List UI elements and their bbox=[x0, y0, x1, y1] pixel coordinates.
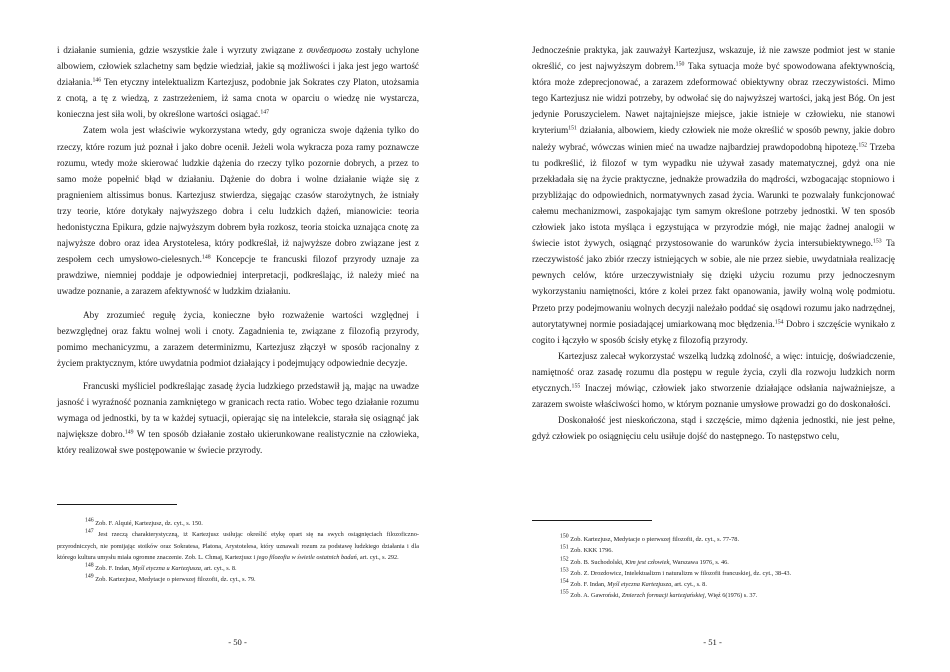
footnote-ref: 147 bbox=[260, 109, 270, 116]
footnote-ref: 150 bbox=[560, 533, 569, 540]
right-paragraph-3 bbox=[532, 412, 895, 444]
page-number-right: - 51 - bbox=[703, 637, 722, 647]
left-paragraph-4 bbox=[57, 378, 419, 458]
italic-text: Zmierzch formacji kartezjańskiej bbox=[621, 592, 705, 600]
footnote-ref: 146 bbox=[85, 517, 94, 524]
footnote-ref: 153 bbox=[872, 238, 882, 245]
text-run: , art. cyt., s. 8. bbox=[671, 581, 707, 589]
footnote-150 bbox=[532, 534, 895, 545]
italic-text: Myśl etyczna Kartezjusza bbox=[607, 581, 672, 589]
footnote-ref: 147 bbox=[85, 528, 94, 535]
text-run: Francuski myśliciel podkreślając zasadę życia ludzkiego przedstawił ją, mając na uwadze jasność i wyraźność poznania zamkniętego w granicach recta ratio. Wobec tego działanie rozumu wymaga od jednostki, by ta w każdej sytuacji, opierając się na intelekcie, starała się osiągnąć jak największe dobro. bbox=[57, 380, 419, 440]
footnote-155 bbox=[532, 590, 895, 601]
footnote-ref: 153 bbox=[560, 567, 569, 574]
footnote-ref: 150 bbox=[675, 61, 685, 68]
footnote-ref: 151 bbox=[568, 125, 577, 132]
text-run: , Więź 6(1976) s. 37. bbox=[704, 592, 758, 600]
footnote-ref: 155 bbox=[560, 589, 569, 596]
footnote-ref: 155 bbox=[571, 383, 581, 390]
text-run: Zob. B. Suchodolski, bbox=[568, 558, 626, 566]
footnote-154 bbox=[532, 579, 895, 590]
text-run: Jednocześnie praktyka, jak zauważył Kartezjusz, wskazuje, iż nie zawsze podmiot jest w stanie określić, co jest najwyższym dobrem. bbox=[532, 45, 895, 72]
text-run: Zob. Kartezjusz, Medytacje o pierwszej filozofii, dz. cyt., s. 77-78. bbox=[568, 536, 740, 543]
left-paragraph-2 bbox=[57, 122, 419, 299]
footnote-ref: 148 bbox=[201, 254, 211, 261]
right-body-text bbox=[532, 42, 895, 444]
footnote-ref: 148 bbox=[85, 562, 94, 569]
right-paragraph-1 bbox=[532, 42, 895, 348]
text-run: Zob. Z. Drozdowicz, Intelektualizm i naturalizm w filozofii francuskiej, dz. cyt., 38-43. bbox=[568, 569, 792, 577]
footnote-153 bbox=[532, 568, 895, 579]
text-run: Taka sytuacja może być spowodowana afektywnością, która może zdeprecjonować, a zarazem zdeformować obiektywny obraz rzeczywistości. Mimo tego Kartezjusz nie widzi potrzeby, by odwołać się do najwyższej wartości, jaką jest Bóg. On jest jedynie Poruszycielem. Nawet najtajniejsze miejsce, jakie istnieje w człowieku, nie stanowi kryterium bbox=[532, 61, 895, 136]
text-run: , Warszawa 1976, s. 46. bbox=[669, 558, 729, 566]
italic-text: συνδεσμοσω bbox=[306, 45, 352, 55]
text-run: Zob. F. Indan, bbox=[93, 565, 133, 573]
left-footnotes bbox=[57, 504, 419, 586]
text-run: Zob. Kartezjusz, Medytacje o pierwszej filozofii, dz. cyt., s. 79. bbox=[93, 576, 256, 584]
right-paragraph-2 bbox=[532, 348, 895, 412]
text-run: Zob. F. Indan, bbox=[568, 581, 608, 589]
right-page bbox=[475, 0, 950, 672]
footnote-ref: 149 bbox=[85, 573, 94, 580]
footnote-ref: 152 bbox=[560, 556, 569, 563]
text-run: Inaczej mówiąc, człowiek jako stworzenie działające odsłania najważniejsze, a zarazem swoiste właściwości homo, w którym poznanie umysłowe prowadzi go do doskonałości. bbox=[532, 382, 895, 410]
footnote-151 bbox=[532, 545, 895, 556]
footnote-149 bbox=[57, 574, 419, 585]
text-run: Dobro i szczęście wynikało z cogito i łączyło w sposób ścisły etykę z filozofią przyrody. bbox=[532, 318, 895, 345]
text-run: Ten etyczny intelektualizm Kartezjusz, podobnie jak Sokrates czy Platon, utożsamia z cnotą, a tę z wiedzą, z zastrzeżeniem, iż sama cnota w oparciu o wiedzę nie wystarcza, konieczna jest siła woli, by określone wartości osiągać. bbox=[57, 77, 419, 120]
footnote-rule bbox=[57, 504, 177, 505]
text-run: Zatem wola jest właściwie wykorzystana wtedy, gdy ogranicza swoje dążenia tylko do rzeczy, które rozum już poznał i jako dobre ocenił. Jeżeli wola wykracza poza ramy poznawcze rozumu, wtedy może skierować ludzkie dążenia do rzeczy tylko pozornie dobrych, a przez to samo może popełnić błąd w działaniu. Dążenie do dobra i wolne działanie wiąże się z pragnieniem altissimus bonus. Kartezjusz stwierdza, sięgając czasów starożytnych, że istniały trzy teorie, które dotykały najwyższego dobra i celu ludzkich dążeń, mianowicie: teoria hedonistyczna Epikura, gdzie najwyższym dobrem była rozkosz, teoria stoicka uznająca cnotę za najwyższe dobro oraz idea Arystotelesa, który podkreślał, iż najwyższe dobro związane jest z zespołem cech umysłowo-cielesnych. bbox=[57, 125, 419, 265]
text-run: Kartezjusz zalecał wykorzystać wszelką ludzką zdolność, a więc: intuicję, doświadczenie, namiętność oraz zasadę rozumu dla postępu w regule życia, czyli dla rozwoju ludzkich norm etycznych. bbox=[532, 350, 895, 393]
text-run: zostały uchylone albowiem, człowiek szlachetny sam będzie wiedział, jakie są możliwości i jaka jest jego wartość działania. bbox=[57, 45, 420, 88]
right-footnotes bbox=[532, 520, 895, 602]
left-body-text bbox=[57, 42, 419, 458]
text-run: Ta rzeczywistość jako zbiór rzeczy istniejących w sobie, ale nie przez siebie, uwydatniała realizację pewnych celów, które urzeczywistniały się dzięki użyciu rozumu przy jednoczesnym wykorzystaniu namiętności, które z kolei przez fakt opanowania, jawiły wolną wolę podmiotu. Przeto przy podejmowaniu wolnych decyzji należało poddać się osądowi rozumu jako nadrzędnej, autorytatywnej normie posiadającej umiarkowaną moc błędzenia. bbox=[532, 238, 895, 329]
text-run: , art. cyt., s. 292. bbox=[356, 553, 399, 561]
italic-text: Kim jest człowiek bbox=[625, 558, 670, 566]
text-run: Trzeba tu podkreślić, iż filozof w tym wypadku nie używał zasady matematycznej, gdyż ona nie przekładała się na życie praktyczne, jednakże prowadziła do mądrości, wzbogacając stopniowo i przybliżając do odpowiednich, normatywnych zasad życia. Warunki te pozwalały funkcjonować całemu mechanizmowi, zaspokajając tym samym określone potrzeby jednostki. W ten sposób człowiek jako istota myśląca i egzystująca w przyrodzie mógł, nie mając żadnej analogii w świecie istot żywych, osiągnąć przystosowanie do warunków życia intersubiektywnego. bbox=[532, 141, 895, 249]
text-run: Aby zrozumieć regułę życia, konieczne było rozważenie wartości względnej i bezwzględnej oraz faktu wolnej woli i cnoty. Zagadnienia te, związane z filozofią przyrody, pomimo mechanicyzmu, a zarazem determinizmu, Kartezjusz złączył w sposób racjonalny z życiem praktycznym, które uwydatnia podmiot działający i podejmujący odpowiednie decyzje. bbox=[57, 309, 419, 368]
footnote-ref: 154 bbox=[560, 578, 569, 585]
footnote-147 bbox=[57, 529, 419, 563]
footnote-rule bbox=[532, 520, 652, 521]
left-paragraph-3 bbox=[57, 307, 419, 371]
footnote-152 bbox=[532, 557, 895, 568]
text-run: Zob. F. Alquié, Kartezjusz, dz. cyt., s. 150. bbox=[93, 520, 203, 527]
text-run: W ten sposób działanie zostało ukierunkowane realistycznie na człowieka, który realizował swe postępowanie w świecie przyrody. bbox=[57, 429, 419, 456]
footnote-ref: 146 bbox=[92, 77, 102, 84]
page-number-left: - 50 - bbox=[228, 637, 247, 647]
text-run: Koncepcje te francuski filozof przyrody uznaje za prawdziwe, niemniej poddaje je odpowiedniej interpretacji, podkreślając, iż należy mieć na uwadze poznanie, a zarazem afektywność w ludzkim działaniu. bbox=[57, 254, 419, 297]
footnote-ref: 149 bbox=[124, 429, 134, 436]
italic-text: jego filozofia w świetle ostatnich badań bbox=[256, 553, 357, 561]
text-run: , art. cyt., s. 8. bbox=[200, 565, 237, 573]
footnote-ref: 154 bbox=[774, 319, 784, 326]
footnote-ref: 152 bbox=[858, 142, 868, 149]
text-run: Doskonałość jest nieskończona, stąd i szczęście, mimo dążenia jednostki, nie jest pełne, gdyż człowiek po osiągnięciu celu usiłuje dojść do następnego. To następstwo celu, bbox=[532, 415, 895, 442]
italic-text: Myśl etyczna u Kartezjusza bbox=[132, 565, 201, 573]
text-run: Zob. KKK 1796. bbox=[568, 547, 613, 555]
text-run: i działanie sumienia, gdzie wszystkie żale i wyrzuty związane z bbox=[57, 45, 307, 55]
text-run: Zob. A. Gawroński, bbox=[568, 592, 622, 600]
footnote-ref: 151 bbox=[560, 544, 569, 551]
footnote-146 bbox=[57, 518, 419, 529]
footnote-148 bbox=[57, 563, 419, 574]
text-run: Jest rzeczą charakterystyczną, iż Kartezjusz usiłując określić etykę opart się na swych osiągnięciach filozoficzno-przyrodniczych, nie pomijając stoików oraz Sokratesa, Platona, Arystotelesa, który uznawali rozum za podstawę ludzkiego działania i dla którego kultura umysłu miała ogromne znaczenie. Zob. L. Chmaj, Kartezjusz i bbox=[57, 531, 419, 561]
left-paragraph-1 bbox=[57, 42, 419, 122]
text-run: działania, albowiem, kiedy człowiek nie może określić w sposób pewny, jakie dobro należy wybrać, wówczas winien mieć na uwadze najbardziej prawdopodobną hipotezę. bbox=[532, 125, 895, 152]
